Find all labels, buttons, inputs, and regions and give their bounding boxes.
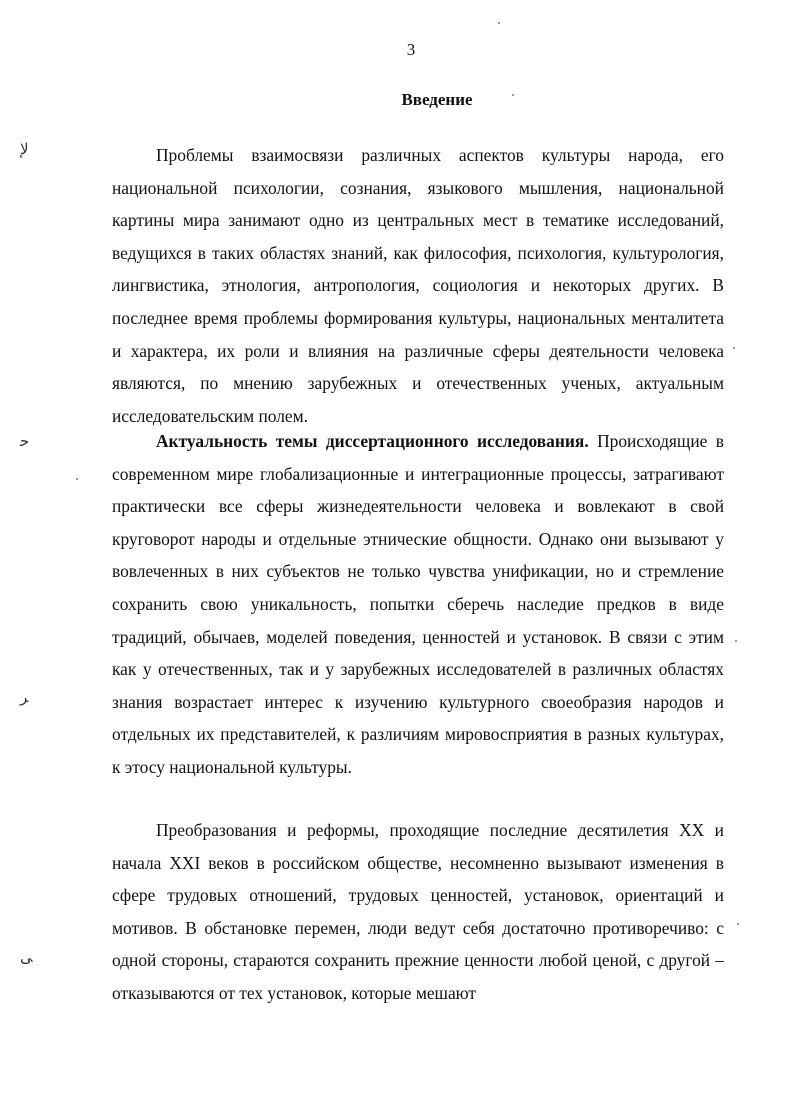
margin-mark: ﻰ: [20, 950, 33, 966]
paragraph-relevance: [112, 425, 724, 784]
paragraph-reforms: [112, 814, 724, 1010]
scan-speck: [733, 347, 735, 349]
paragraph-text: Проблемы взаимосвязи различных аспектов культуры народа, его национальной психологии, сознания, языкового мышления, национальной картины мира занимают одно из центральных мест в тематике исследований, ведущихся в таких областях знаний, как философия, психология, культурология, лингвистика, этнология, антропология, социология и некоторых других. В последнее время проблемы формирования культуры, национальных менталитета и характера, их роли и влияния на различные сферы деятельности человека являются, по мнению зарубежных и отечественных ученых, актуальным исследовательским полем.: [112, 145, 724, 426]
paragraph-lead-bold: Актуальность темы диссертационного исследования.: [156, 431, 589, 451]
paragraph-text: Происходящие в современном мире глобализационные и интеграционные процессы, затрагивают практически все сферы жизнедеятельности человека и вовлекают в свой круговорот народы и отдельные этнические общности. Однако они вызывают у вовлеченных в них субъектов не только чувства унификации, но и стремление сохранить свою уникальность, попытки сберечь наследие предков в виде традиций, обычаев, моделей поведения, ценностей и установок. В связи с этим как у отечественных, так и у зарубежных исследователей в различных областях знания возрастает интерес к изучению культурного своеобразия народов и отдельных их представителей, к различиям мировосприятия в разных культурах, к этосу национальной культуры.: [112, 431, 724, 777]
scan-speck: [737, 923, 739, 925]
margin-mark: ﻹ: [20, 142, 29, 158]
section-heading: Введение: [401, 90, 473, 109]
paragraph-text: Преобразования и реформы, проходящие последние десятилетия XX и начала XXI веков в российском обществе, несомненно вызывают изменения в сфере трудовых отношений, трудовых ценностей, установок, ориентаций и мотивов. В обстановке перемен, люди ведут себя достаточно противоречиво: с одной стороны, стараются сохранить прежние ценности любой ценой, с другой – отказываются от тех установок, которые мешают: [112, 820, 724, 1003]
margin-mark: ﺣ: [20, 434, 30, 450]
page-number: 3: [406, 40, 416, 59]
scan-speck: [498, 22, 500, 24]
paragraph-intro: [112, 139, 724, 432]
scan-speck: [512, 94, 514, 96]
margin-mark: ﺮ: [20, 690, 29, 706]
scan-speck: [735, 640, 737, 642]
scan-speck: [76, 478, 78, 480]
